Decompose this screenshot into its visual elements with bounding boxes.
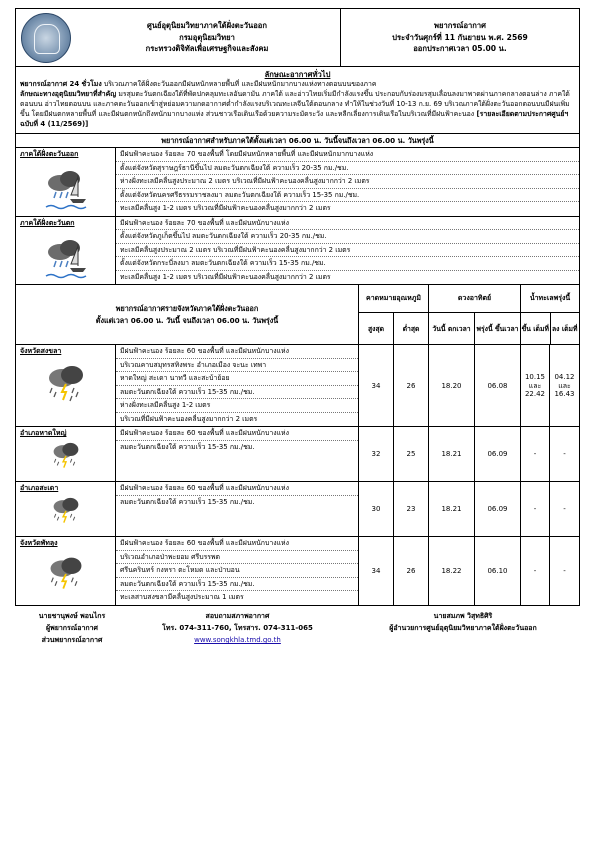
general-p1-label: พยากรณ์อากาศ 24 ชั่วโมง: [20, 80, 102, 89]
sunrise-value: 06.08: [475, 345, 521, 426]
forecast-line: มีฝนฟ้าคะนอง ร้อยละ 60 ของพื้นที่ และมีฝนหนักบางแห่ง: [116, 345, 358, 359]
rain-cloud-boat-icon: [42, 234, 90, 282]
general-p2-text: มรสุมตะวันตกเฉียงใต้ที่พัดปกคลุมทะเลอันดามัน ภาคใต้ และอ่าวไทยเริ่มมีกำลังแรงขึ้น ประกอบกับร่องมรสุมเลื่อนลงมาพาดผ่านภาคกลางตอนล่าง ภาคใต้ตอนบน อ่าวไทยตอนบน และภาคตะวันออกเข้าสู่หย่อมความกดอากาศต่ำกำลังแรงบริเวณทะเลจีนใต้ตอนกลาง ทำให้ในช่วงวันที่ 10-13 ก.ย. 69 บริเวณภาคใต้ฝั่งตะวันออกตอนบนมีฝนเพิ่มขึ้น โดยมีฝนตกหลายพื้นที่ และมีฝนตกหนักถึงหนักมากบางแห่ง ส่วนชาวเรือเดินเรือด้วยความระมัดระวัง และหลีกเลี่ยงการเดินเรือในบริเวณที่มีฝนฟ้าคะนอง: [20, 90, 570, 118]
director-name: นายสมภพ วิสุทธิศิริ: [433, 611, 493, 620]
forecast-line: ตั้งแต่จังหวัดสุราษฎร์ธานีขึ้นไป ลมตะวันตกเฉียงใต้ ความเร็ว 20-35 กม./ชม.: [116, 162, 579, 176]
tide-high-and: และ: [528, 381, 542, 390]
sunset-value: 18.21: [429, 427, 475, 481]
director-title: ผู้อำนวยการศูนย์อุตุนิยมวิทยาภาคใต้ฝั่งตะวันออก: [389, 624, 537, 633]
forecast-line: ศรีนครินทร์ กงหรา ตะโหมด และป่าบอน: [116, 564, 358, 578]
forecast-page: [15, 8, 580, 651]
region-name: ภาคใต้ฝั่งตะวันตก: [20, 218, 75, 227]
temp-max-value: 32: [359, 427, 394, 481]
forecast-line: มีฝนฟ้าคะนอง ร้อยละ 60 ของพื้นที่ และมีฝนหนักบางแห่ง: [116, 427, 358, 441]
temp-min-value: 23: [394, 482, 429, 536]
org-line-2: กรมอุตุนิยมวิทยา: [179, 32, 235, 42]
province-name: จังหวัดสงขลา: [20, 347, 62, 356]
thunderstorm-icon: [42, 495, 90, 527]
forecast-line: ตั้งแต่จังหวัดกระบี่ลงมา ลมตะวันตกเฉียงใต้ ความเร็ว 15-35 กม./ชม.: [116, 257, 579, 271]
forecast-line: ตั้งแต่จังหวัดภูเก็ตขึ้นไป ลมตะวันตกเฉียงใต้ ความเร็ว 20-35 กม./ชม.: [116, 230, 579, 244]
organization-block: [16, 9, 341, 66]
tide-high-header: ขึ้น เต็มที่: [521, 313, 551, 344]
forecast-line: ลมตะวันตกเฉียงใต้ ความเร็ว 15-35 กม./ชม.: [120, 497, 255, 506]
forecaster-department: ส่วนพยากรณ์อากาศ: [41, 636, 103, 645]
rain-cloud-boat-icon: [42, 165, 90, 213]
tide-low-value: -: [563, 505, 566, 514]
temp-min-value: 26: [394, 345, 429, 426]
tide-high-value: [521, 345, 550, 426]
forecast-line: ทะเลมีคลื่นสูง 1-2 เมตร บริเวณที่มีฝนฟ้าคะนองคลื่นสูงมากกว่า 2 เมตร: [120, 272, 331, 281]
sunrise-value: 06.09: [475, 427, 521, 481]
province-name: อำเภอหาดใหญ่: [20, 429, 67, 438]
document-header: [16, 9, 579, 67]
contact-phone: โทร. 074-311-760, โทรสาร. 074-311-065: [162, 624, 313, 633]
signature-footer: [15, 606, 580, 651]
sunset-value: 18.20: [429, 345, 475, 426]
announcement-reference: [รายละเอียดตามประกาศศูนย์ฯ ฉบับที่ 4 (11/2569)]: [20, 109, 569, 128]
province-name: อำเภอสะเดา: [20, 484, 59, 493]
forecast-line: ลมตะวันตกเฉียงใต้ ความเร็ว 15-35 กม./ชม.: [116, 578, 358, 592]
province-row-songkhla: [16, 345, 579, 427]
doc-issue-time: ออกประกาศเวลา 05.00 น.: [413, 44, 507, 54]
provincial-title: [16, 285, 359, 344]
forecast-line: ทะเลมีคลื่นสูง 1-2 เมตร บริเวณที่มีฝนฟ้าคะนองคลื่นสูงมากกว่า 2 เมตร: [120, 204, 331, 213]
sunset-header: วันนี้ ตกเวลา: [429, 313, 475, 344]
region-row-east: [16, 148, 579, 217]
forecast-line: ห่างฝั่งทะเลมีคลื่นสูง 1-2 เมตร: [116, 399, 358, 413]
tide-high-value: -: [521, 537, 550, 605]
provincial-title-line-2: ตั้งแต่เวลา 06.00 น. วันนี้ จนถึงเวลา 06.00 น. วันพรุ่งนี้: [95, 315, 279, 325]
general-paragraph-2: [20, 90, 575, 129]
tide-low-time-2: 16.43: [554, 390, 575, 399]
forecaster-signature: [17, 610, 127, 647]
thunderstorm-icon: [42, 554, 90, 594]
sunrise-value: 06.09: [475, 482, 521, 536]
temp-max-value: 30: [359, 482, 394, 536]
temperature-header: คาดหมายอุณหภูมิ: [359, 285, 428, 313]
sun-column-group: [429, 285, 521, 344]
general-weather: [16, 67, 579, 134]
forecast-line: ทะเลมีคลื่นสูงประมาณ 2 เมตร บริเวณที่มีฝนฟ้าคะนองคลื่นสูงมากกว่า 2 เมตร: [116, 244, 579, 258]
province-row-sadao: [16, 482, 579, 537]
sun-header: ดวงอาทิตย์: [429, 285, 520, 313]
tide-high-time-1: 10.15: [524, 372, 546, 381]
provincial-table-header: [16, 285, 579, 345]
tide-low-header: ลง เต็มที่: [551, 324, 578, 333]
temp-min-value: 25: [394, 427, 429, 481]
contact-label: สอบถามสภาพอากาศ: [205, 611, 270, 620]
forecaster-title: ผู้พยากรณ์อากาศ: [46, 624, 98, 633]
temperature-column-group: [359, 285, 429, 344]
general-p1-text: บริเวณภาคใต้ฝั่งตะวันออกมีฝนหนักหลายพื้นที่ และมีฝนหนักมากบางแห่งทางตอนบนของภาค: [101, 80, 377, 89]
sunset-value: 18.22: [429, 537, 475, 605]
contact-block: [143, 610, 333, 647]
tide-high-value: -: [521, 427, 550, 481]
forecaster-name: นายชานุพงษ์ พอนไกร: [38, 611, 106, 620]
tide-high-value: -: [521, 482, 550, 536]
forecast-line: ลมตะวันตกเฉียงใต้ ความเร็ว 15-35 กม./ชม.: [116, 386, 358, 400]
temp-min-header: ต่ำสุด: [402, 324, 420, 333]
forecast-line: บริเวณอำเภอป่าพะยอม ศรีบรรพต: [116, 551, 358, 565]
forecast-sheet: [15, 8, 580, 606]
sunrise-header: พรุ่งนี้ ขึ้นเวลา: [476, 324, 519, 333]
tide-high-time-2: 22.42: [524, 390, 546, 399]
forecast-line: ตั้งแต่จังหวัดนครศรีธรรมราชลงมา ลมตะวันตกเฉียงใต้ ความเร็ว 15-35 กม./ชม.: [116, 189, 579, 203]
forecast-line: หาดใหญ่ สะเดา นาทวี และสะบ้าย้อย: [116, 372, 358, 386]
forecast-line: มีฝนฟ้าคะนอง ร้อยละ 60 ของพื้นที่ และมีฝนหนักบางแห่ง: [116, 482, 358, 496]
doc-date: ประจำวันศุกร์ที่ 11 กันยายน พ.ศ. 2569: [392, 32, 528, 42]
sunset-value: 18.21: [429, 482, 475, 536]
forecast-line: มีฝนฟ้าคะนอง ร้อยละ 60 ของพื้นที่ และมีฝนหนักบางแห่ง: [116, 537, 358, 551]
province-row-phatthalung: [16, 537, 579, 605]
forecast-line: ทะเลสาบสงขลามีคลื่นสูงประมาณ 1 เมตร: [120, 593, 244, 602]
tmd-seal-icon: [21, 13, 71, 63]
tide-low-and: และ: [558, 381, 571, 390]
tide-low-value: -: [563, 450, 566, 459]
issue-block: [341, 9, 579, 66]
region-name: ภาคใต้ฝั่งตะวันออก: [20, 150, 79, 159]
tide-low-value: [550, 345, 579, 426]
org-line-1: ศูนย์อุตุนิยมวิทยาภาคใต้ฝั่งตะวันออก: [147, 20, 267, 30]
tide-header: น้ำทะเลพรุ่งนี้: [521, 285, 579, 313]
website-link[interactable]: www.songkhla.tmd.go.th: [194, 636, 281, 645]
forecast-line: ลมตะวันตกเฉียงใต้ ความเร็ว 15-35 กม./ชม.: [120, 442, 255, 451]
org-line-3: กระทรวงดิจิทัลเพื่อเศรษฐกิจและสังคม: [145, 44, 269, 54]
temp-max-value: 34: [359, 345, 394, 426]
general-paragraph-1: [20, 80, 575, 90]
tide-low-time-1: 04.12: [554, 372, 575, 381]
province-name: จังหวัดพัทลุง: [20, 539, 58, 548]
general-title: ลักษณะอากาศทั่วไป: [264, 70, 331, 79]
director-signature: [348, 610, 578, 647]
regional-title: พยากรณ์อากาศสำหรับภาคใต้ตั้งแต่เวลา 06.00 น. วันนี้จนถึงเวลา 06.00 น. วันพรุ่งนี้: [16, 134, 579, 148]
doc-title: พยากรณ์อากาศ: [434, 20, 486, 30]
provincial-title-line-1: พยากรณ์อากาศรายจังหวัดภาคใต้ฝั่งตะวันออก: [115, 304, 259, 314]
region-row-west: [16, 217, 579, 286]
tide-low-value: -: [563, 566, 566, 575]
temp-max-header: สูงสุด: [359, 313, 394, 344]
sunrise-value: 06.10: [475, 537, 521, 605]
thunderstorm-icon: [42, 362, 90, 410]
general-p2-label: ลักษณะทางอุตุนิยมวิทยาที่สำคัญ: [20, 90, 117, 99]
province-row-hatyai: [16, 427, 579, 482]
forecast-line: มีฝนฟ้าคะนอง ร้อยละ 70 ของพื้นที่ โดยมีฝนหนักหลายพื้นที่ และมีฝนหนักมากบางแห่ง: [116, 148, 579, 162]
temp-max-value: 34: [359, 537, 394, 605]
thunderstorm-icon: [42, 440, 90, 472]
temp-min-value: 26: [394, 537, 429, 605]
tide-column-group: [521, 285, 579, 344]
forecast-line: มีฝนฟ้าคะนอง ร้อยละ 70 ของพื้นที่ และมีฝนหนักบางแห่ง: [116, 217, 579, 231]
forecast-line: บริเวณที่มีฝนฟ้าคะนองคลื่นสูงมากกว่า 2 เมตร: [120, 414, 258, 423]
forecast-line: บริเวณคาบสมุทรสทิงพระ อำเภอเมือง จะนะ เทพา: [116, 359, 358, 373]
forecast-line: ห่างฝั่งทะเลมีคลื่นสูงประมาณ 2 เมตร บริเวณที่มีฝนฟ้าคะนองคลื่นสูงมากกว่า 2 เมตร: [116, 175, 579, 189]
